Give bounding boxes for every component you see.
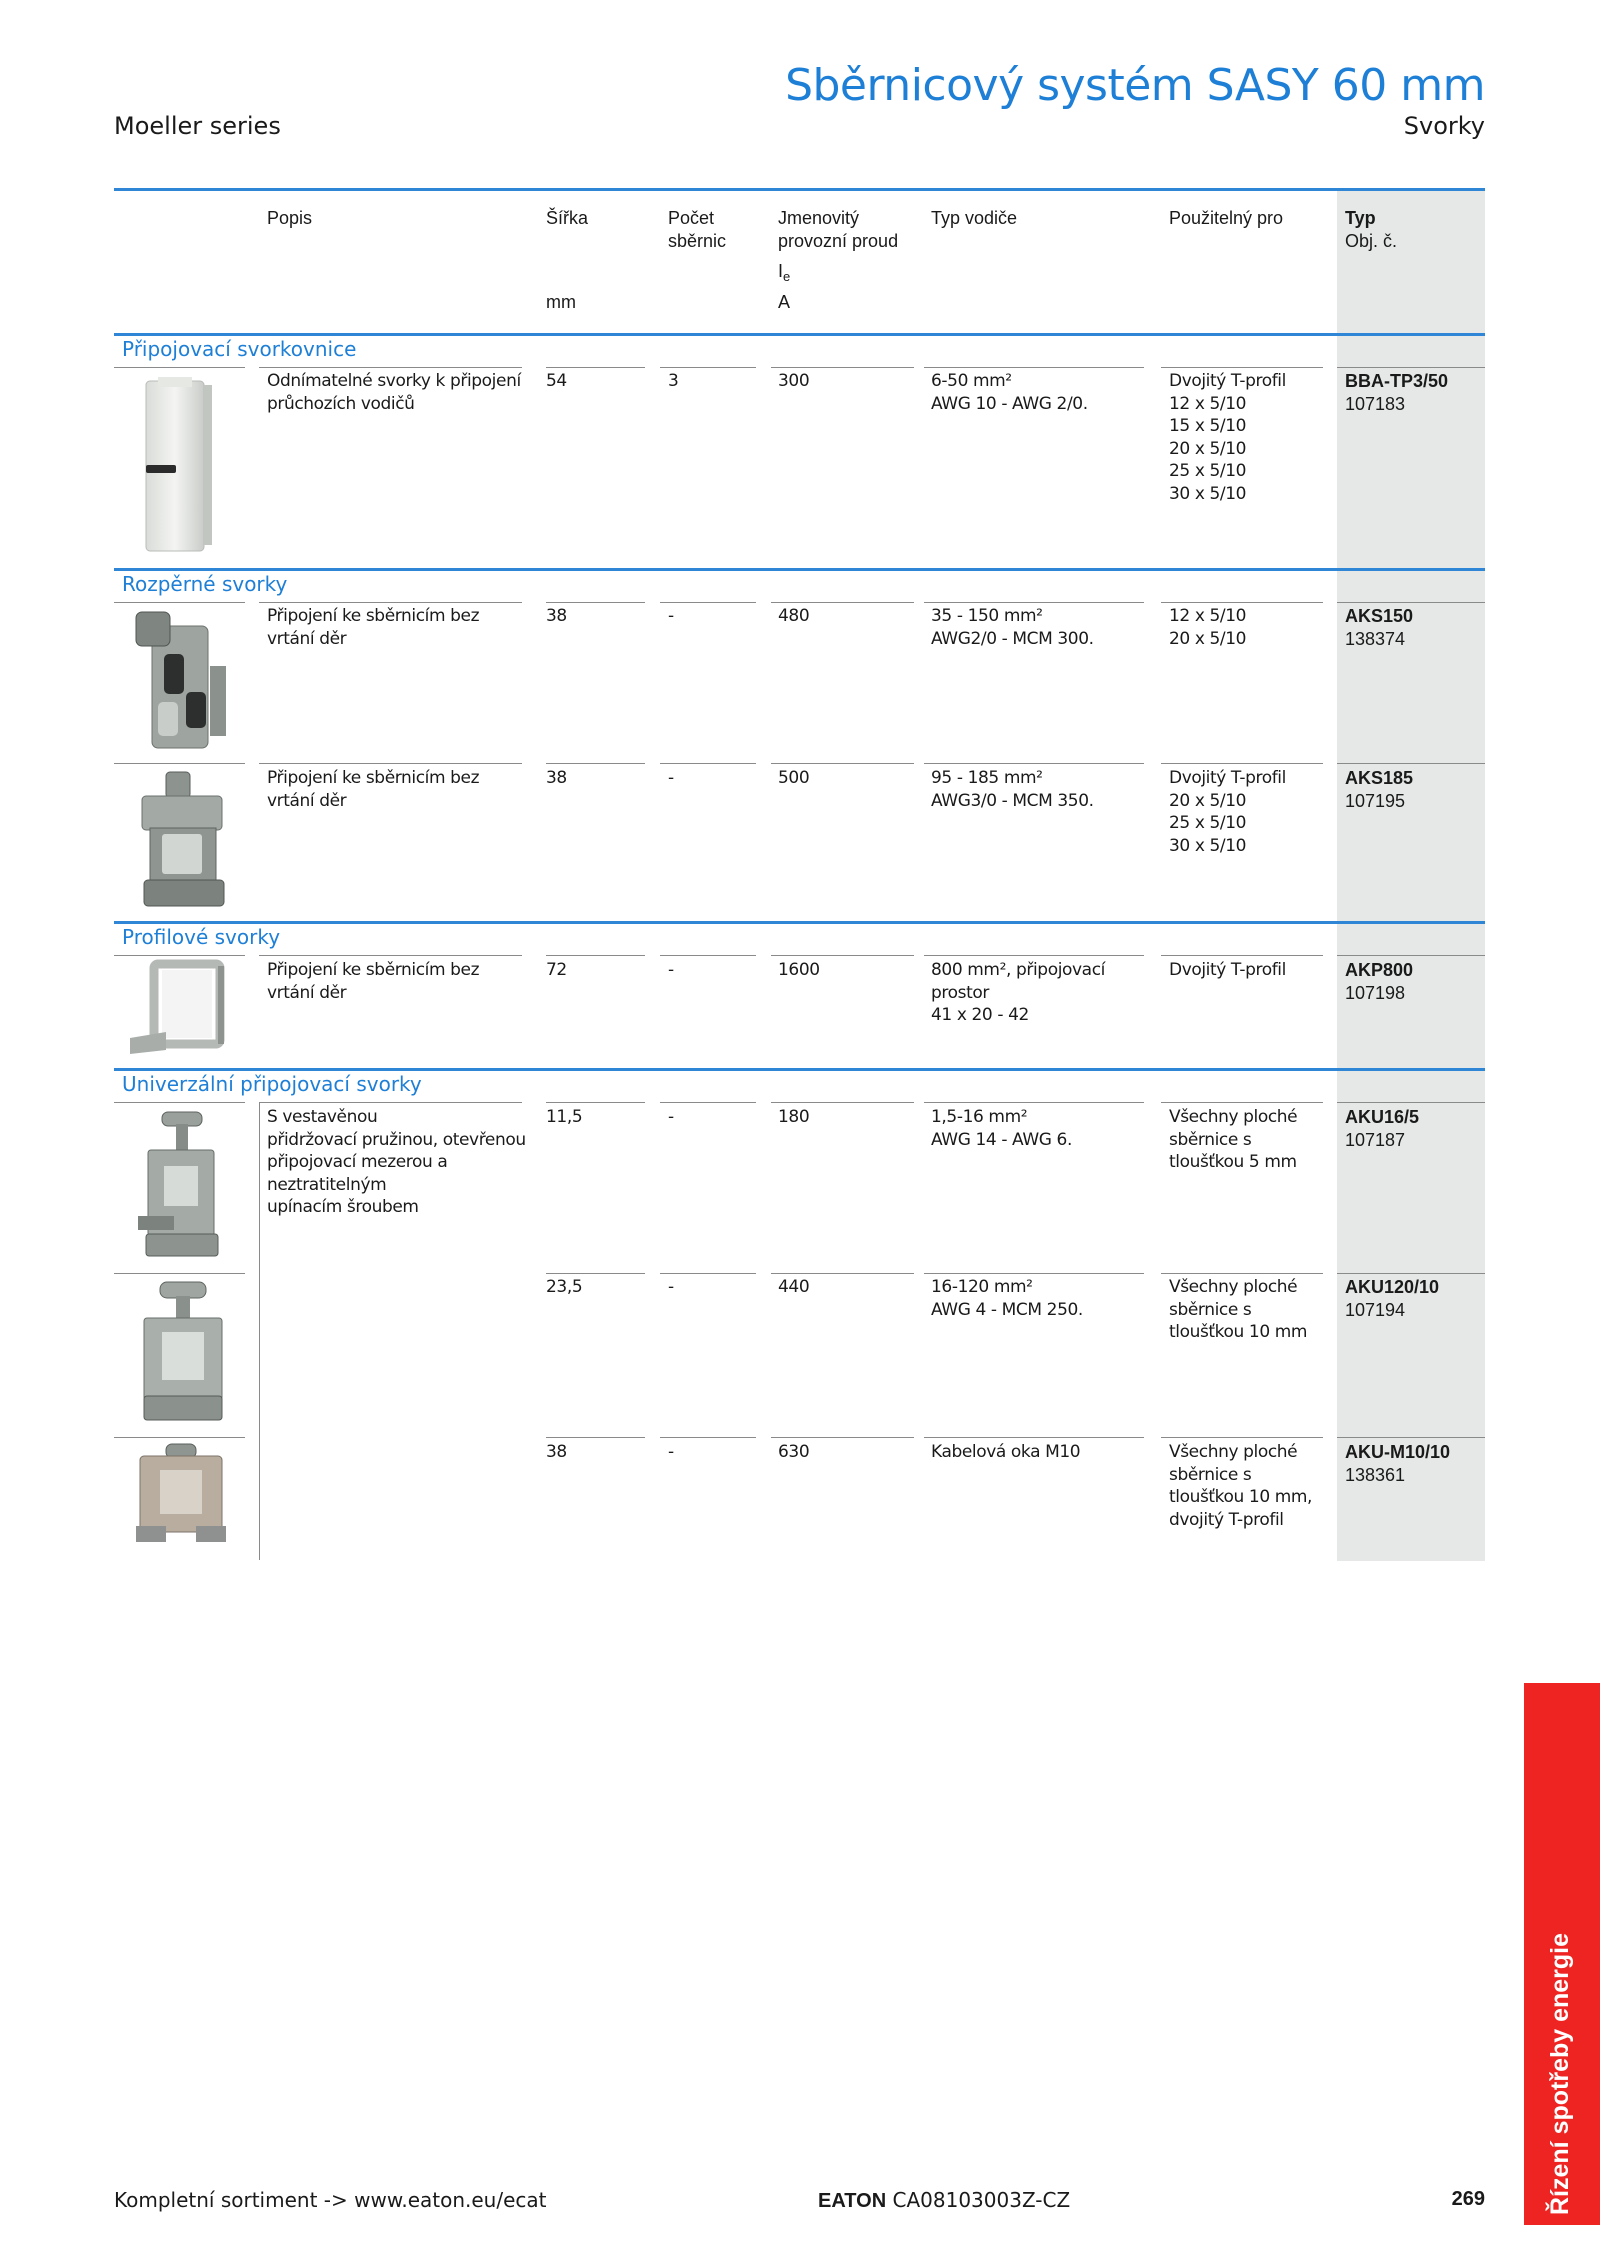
- catalog-code: CA08103003Z-CZ: [892, 2188, 1071, 2212]
- header-typ: Typ: [1345, 208, 1376, 228]
- cell-rule: [1337, 955, 1485, 956]
- row4-proud: 180: [778, 1107, 810, 1127]
- row4-sirka: 11,5: [546, 1107, 583, 1127]
- cell-rule: [771, 1437, 914, 1438]
- header-popis: Popis: [267, 208, 313, 228]
- brand-name: EATON: [818, 2190, 887, 2212]
- cell-rule: [1337, 367, 1485, 368]
- cell-rule: [1337, 1437, 1485, 1438]
- footer-link-text: Kompletní sortiment -> www.eaton.eu/ecat: [114, 2188, 547, 2212]
- side-tab-label: Řízení spotřeby energie: [1546, 1932, 1574, 2215]
- row0-proud: 300: [778, 371, 810, 391]
- row0-pocet: 3: [668, 371, 679, 391]
- cell-rule: [546, 602, 645, 603]
- header-sirka: Šířka: [546, 208, 589, 228]
- universal-clamp-icon: [122, 1440, 242, 1550]
- cell-rule: [114, 367, 245, 368]
- cell-rule: [114, 955, 245, 956]
- cell-rule: [924, 763, 1144, 764]
- profile-clamp-icon: [122, 958, 242, 1058]
- section-title-univerzalni: Univerzální připojovací svorky: [122, 1072, 422, 1096]
- row3-vodic: 800 mm², připojovací prostor 41 x 20 - 42: [931, 960, 1105, 1025]
- row3-typ: AKP800: [1345, 960, 1414, 980]
- row4-obj: 107187: [1345, 1130, 1406, 1150]
- cell-rule: [924, 955, 1144, 956]
- header-proud: Jmenovitý: [778, 208, 860, 228]
- page-number: 269: [1451, 2188, 1485, 2210]
- row4-pouzitelny: Všechny ploché sběrnice s tloušťkou 5 mm: [1169, 1107, 1298, 1172]
- spacer-clamp-icon: [122, 768, 242, 913]
- row6-obj: 138361: [1345, 1465, 1406, 1485]
- cell-rule: [660, 1273, 756, 1274]
- row2-popis: Připojení ke sběrnicím bez vrtání děr: [267, 768, 480, 811]
- current-symbol: I: [778, 261, 784, 281]
- row6-vodic: Kabelová oka M10: [931, 1442, 1081, 1462]
- row6-proud: 630: [778, 1442, 810, 1462]
- cell-rule: [1161, 763, 1323, 764]
- section-rule: [114, 333, 1485, 336]
- row0-typ: BBA-TP3/50: [1345, 371, 1449, 391]
- row2-vodic: 95 - 185 mm² AWG3/0 - MCM 350.: [931, 768, 1094, 811]
- cell-rule: [1161, 367, 1323, 368]
- current-subscript: e: [783, 269, 791, 284]
- cell-rule: [660, 1437, 756, 1438]
- header-pouzitelny: Použitelný pro: [1169, 208, 1284, 228]
- cell-rule: [114, 763, 245, 764]
- row2-sirka: 38: [546, 768, 567, 788]
- row4-vodic: 1,5-16 mm² AWG 14 - AWG 6.: [931, 1107, 1072, 1150]
- row1-vodic: 35 - 150 mm² AWG2/0 - MCM 300.: [931, 606, 1094, 649]
- header-sirka-unit: mm: [546, 292, 576, 312]
- row3-pouzitelny: Dvojitý T-profil: [1169, 960, 1286, 980]
- row5-sirka: 23,5: [546, 1277, 583, 1297]
- row1-obj: 138374: [1345, 629, 1406, 649]
- row5-vodic: 16-120 mm² AWG 4 - MCM 250.: [931, 1277, 1083, 1320]
- row6-sirka: 38: [546, 1442, 567, 1462]
- cell-rule: [114, 1273, 245, 1274]
- header-obj: Obj. č.: [1345, 231, 1398, 251]
- cell-rule: [771, 1273, 914, 1274]
- cell-rule: [114, 1102, 245, 1103]
- cell-rule: [1161, 602, 1323, 603]
- cell-rule: [1337, 763, 1485, 764]
- cell-rule: [924, 1273, 1144, 1274]
- cell-rule: [259, 1102, 522, 1103]
- header-pocet-2: sběrnic: [668, 231, 727, 251]
- row2-pouzitelny: Dvojitý T-profil 20 x 5/10 25 x 5/10 30 x 5/10: [1169, 768, 1286, 856]
- cell-rule: [1161, 1273, 1323, 1274]
- row5-proud: 440: [778, 1277, 810, 1297]
- row1-proud: 480: [778, 606, 810, 626]
- row0-obj: 107183: [1345, 394, 1406, 414]
- cell-rule: [1337, 1102, 1485, 1103]
- row5-typ: AKU120/10: [1345, 1277, 1440, 1297]
- cell-rule: [114, 1437, 245, 1438]
- row5-obj: 107194: [1345, 1300, 1406, 1320]
- row4-pocet: -: [668, 1107, 674, 1127]
- cell-rule: [546, 1437, 645, 1438]
- section-title-profilove: Profilové svorky: [122, 925, 281, 949]
- page-subtitle: Svorky: [1403, 112, 1485, 140]
- row1-sirka: 38: [546, 606, 567, 626]
- row3-sirka: 72: [546, 960, 567, 980]
- cell-rule: [546, 763, 645, 764]
- cell-rule: [771, 763, 914, 764]
- row1-typ: AKS150: [1345, 606, 1414, 626]
- row3-obj: 107198: [1345, 983, 1406, 1003]
- row2-proud: 500: [778, 768, 810, 788]
- cell-rule: [259, 367, 522, 368]
- cell-rule: [546, 1102, 645, 1103]
- row6-typ: AKU-M10/10: [1345, 1442, 1451, 1462]
- row0-sirka: 54: [546, 371, 567, 391]
- cell-rule: [771, 367, 914, 368]
- cell-rule: [924, 602, 1144, 603]
- row5-pouzitelny: Všechny ploché sběrnice s tloušťkou 10 mm: [1169, 1277, 1308, 1342]
- row1-pouzitelny: 12 x 5/10 20 x 5/10: [1169, 606, 1247, 649]
- cell-rule: [660, 367, 756, 368]
- cell-rule: [924, 1102, 1144, 1103]
- section-rule: [114, 921, 1485, 924]
- cell-rule: [771, 955, 914, 956]
- page-title: Sběrnicový systém SASY 60 mm: [785, 60, 1485, 111]
- header-proud-symbol: [778, 260, 790, 288]
- universal-clamp-icon: [122, 1106, 242, 1266]
- cell-rule: [660, 955, 756, 956]
- header-vodic: Typ vodiče: [931, 208, 1018, 228]
- row4-typ: AKU16/5: [1345, 1107, 1420, 1127]
- cell-rule: [1337, 1273, 1485, 1274]
- cell-rule: [660, 602, 756, 603]
- cell-rule: [1161, 1102, 1323, 1103]
- cell-rule: [1161, 955, 1323, 956]
- row3-pocet: -: [668, 960, 674, 980]
- footer-brand: [818, 2188, 1070, 2213]
- header-proud-2: provozní proud: [778, 231, 899, 251]
- row2-obj: 107195: [1345, 791, 1406, 811]
- row6-pouzitelny: Všechny ploché sběrnice s tloušťkou 10 mm, dvojitý T-profil: [1169, 1442, 1313, 1530]
- row5-pocet: -: [668, 1277, 674, 1297]
- row1-pocet: -: [668, 606, 674, 626]
- cell-rule: [771, 602, 914, 603]
- universal-clamp-icon: [122, 1278, 242, 1428]
- cell-rule: [259, 602, 522, 603]
- cell-rule: [1337, 602, 1485, 603]
- group-divider: [259, 1102, 260, 1560]
- row4-popis: S vestavěnou přidržovací pružinou, otevřenou připojovací mezerou a neztratitelným upínacím šroubem: [267, 1107, 526, 1217]
- row3-proud: 1600: [778, 960, 820, 980]
- section-title-pripojovaci: Připojovací svorkovnice: [122, 337, 357, 361]
- row0-popis: Odnímatelné svorky k připojení průchozích vodičů: [267, 371, 521, 414]
- header-pocet: Počet: [668, 208, 715, 228]
- cell-rule: [546, 955, 645, 956]
- row3-popis: Připojení ke sběrnicím bez vrtání děr: [267, 960, 480, 1003]
- spacer-clamp-icon: [122, 606, 242, 756]
- cell-rule: [660, 1102, 756, 1103]
- cell-rule: [259, 955, 522, 956]
- header-proud-unit: A: [778, 292, 791, 312]
- table-top-rule: [114, 188, 1485, 191]
- section-rule: [114, 568, 1485, 571]
- cell-rule: [259, 763, 522, 764]
- cell-rule: [924, 1437, 1144, 1438]
- section-title-rozperne: Rozpěrné svorky: [122, 572, 288, 596]
- cell-rule: [924, 367, 1144, 368]
- cell-rule: [771, 1102, 914, 1103]
- cell-rule: [546, 1273, 645, 1274]
- row6-pocet: -: [668, 1442, 674, 1462]
- row2-pocet: -: [668, 768, 674, 788]
- cell-rule: [1161, 1437, 1323, 1438]
- terminal-block-icon: [124, 373, 234, 558]
- section-rule: [114, 1068, 1485, 1071]
- series-label: Moeller series: [114, 112, 281, 140]
- cell-rule: [546, 367, 645, 368]
- row1-popis: Připojení ke sběrnicím bez vrtání děr: [267, 606, 480, 649]
- row2-typ: AKS185: [1345, 768, 1414, 788]
- row0-pouzitelny: Dvojitý T-profil 12 x 5/10 15 x 5/10 20 x 5/10 25 x 5/10 30 x 5/10: [1169, 371, 1286, 504]
- cell-rule: [114, 602, 245, 603]
- cell-rule: [660, 763, 756, 764]
- row0-vodic: 6-50 mm² AWG 10 - AWG 2/0.: [931, 371, 1088, 414]
